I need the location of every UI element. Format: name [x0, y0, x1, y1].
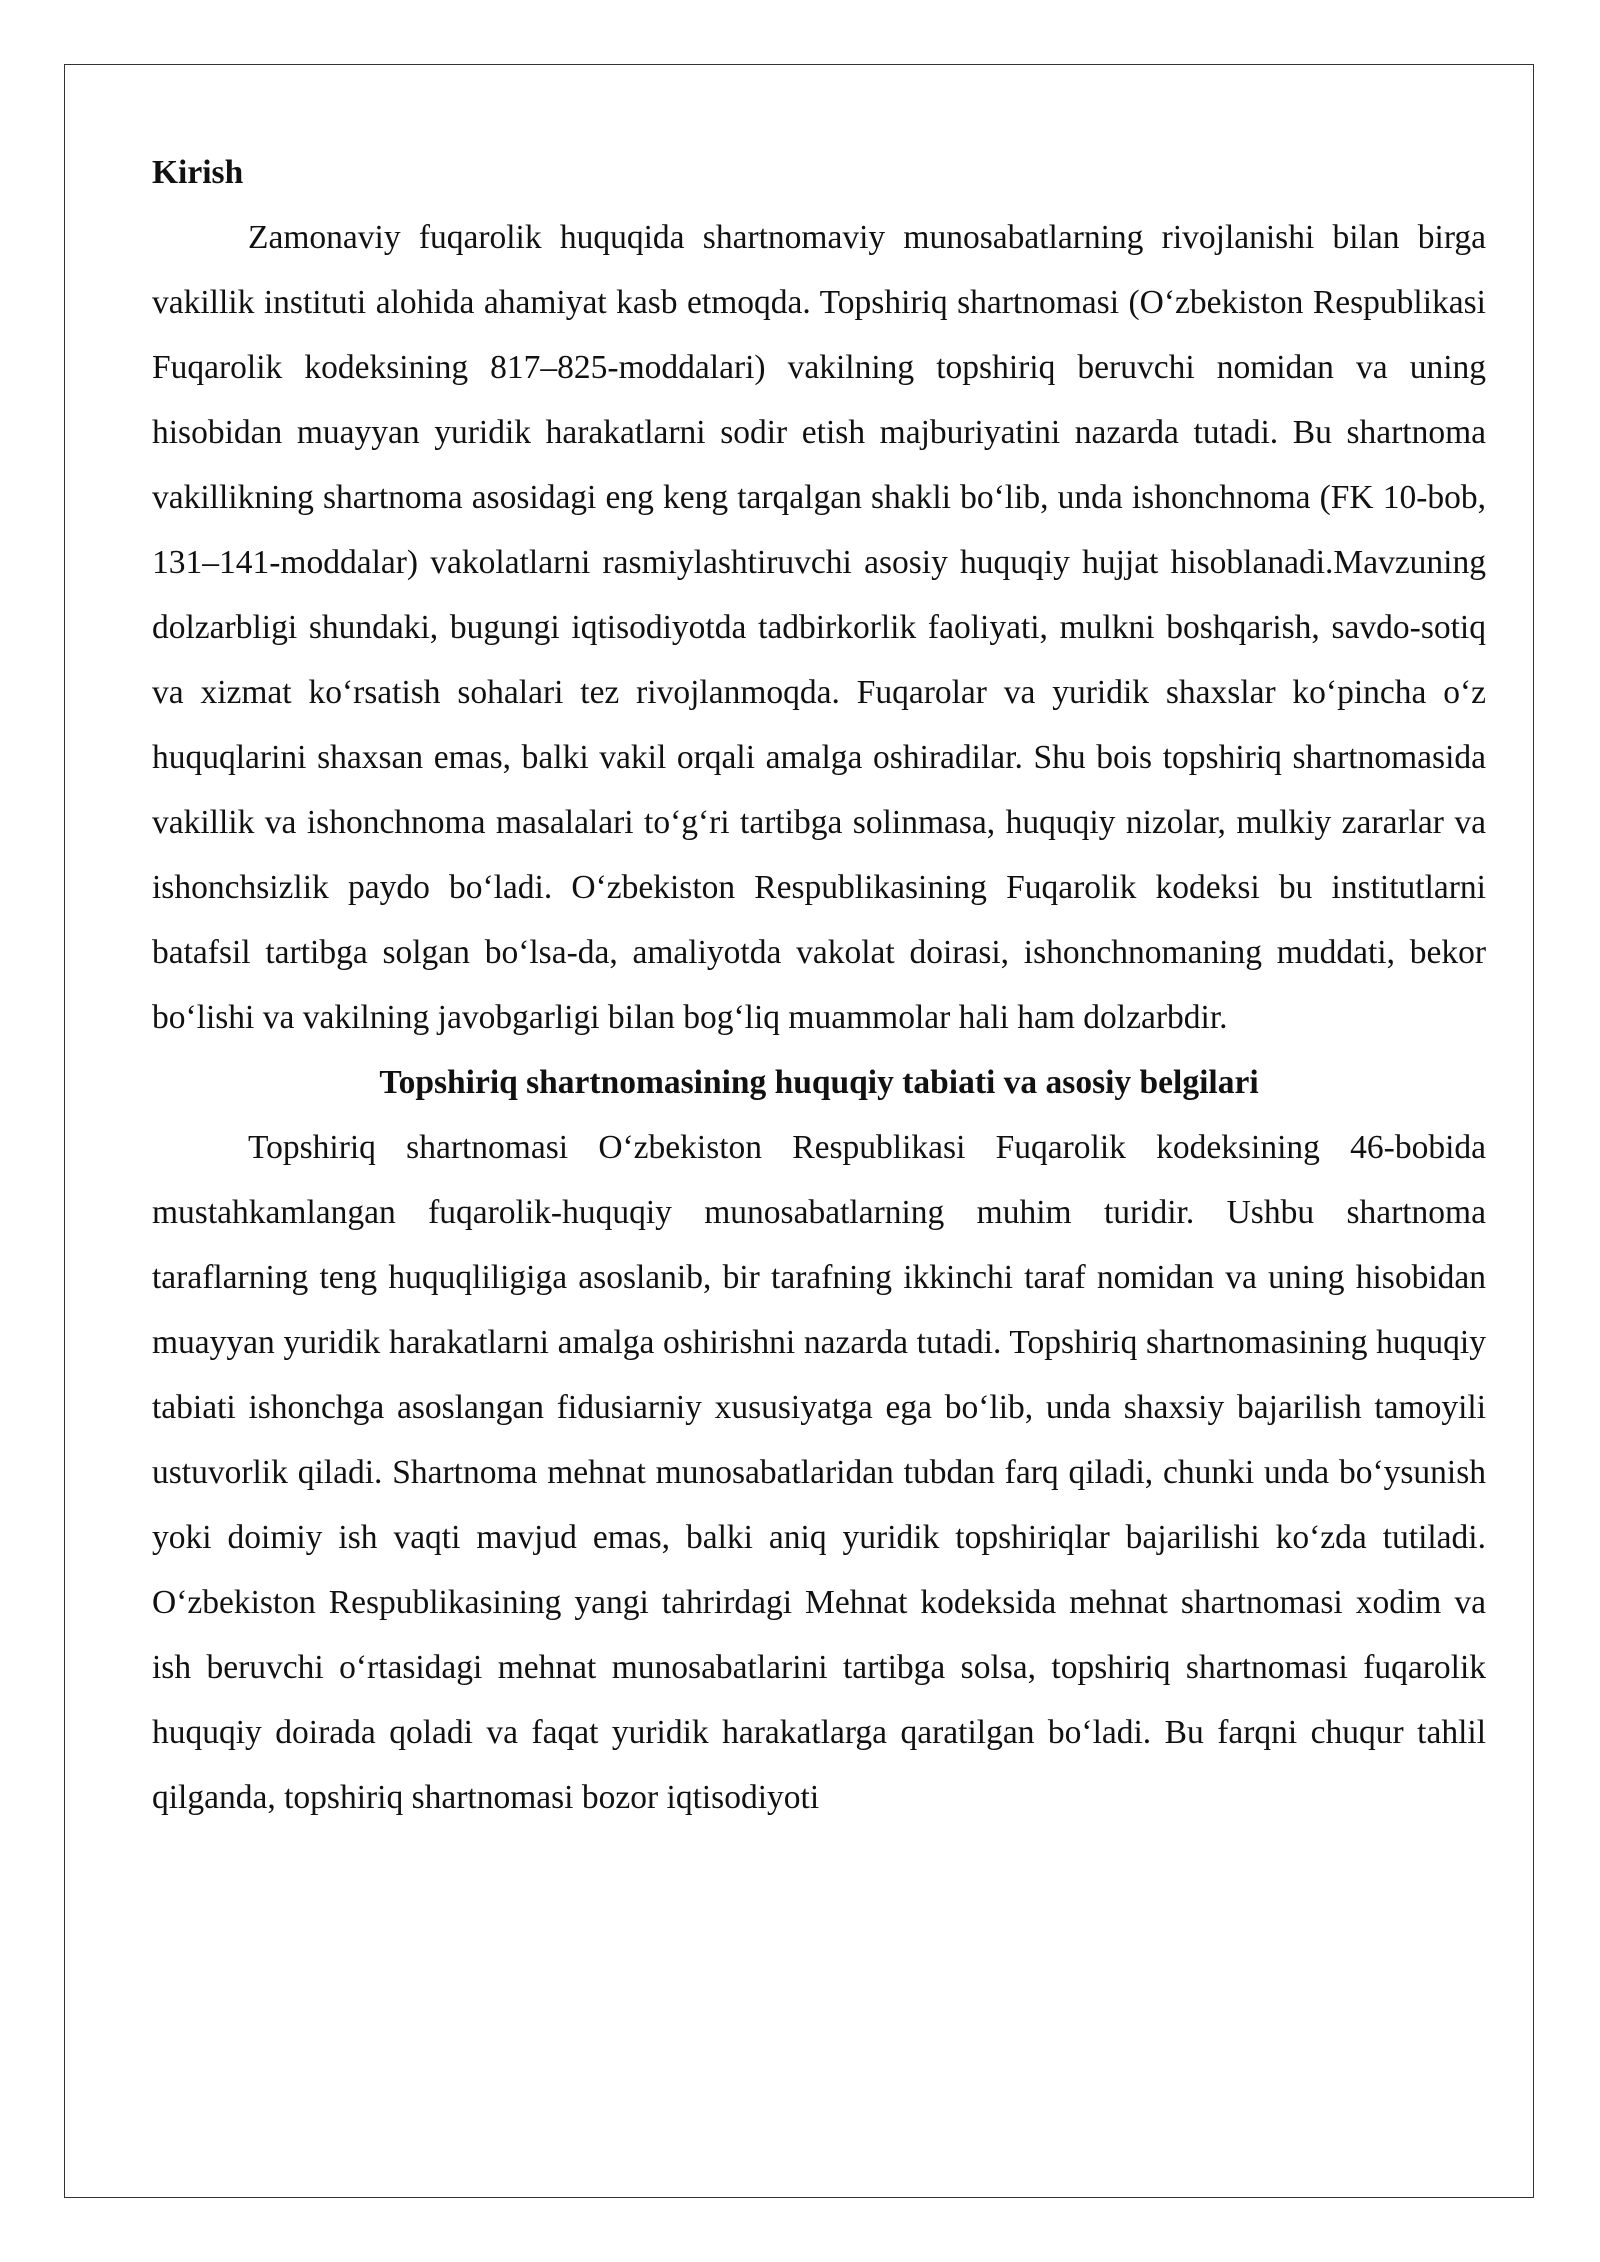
intro-heading: Kirish	[152, 154, 244, 191]
intro-paragraph: Zamonaviy fuqarolik huquqida shartnomaviy munosabatlarning rivojlanishi bilan birga vakillik instituti alohida ahamiyat kasb etmoqda. Topshiriq shartnomasi (O‘zbekiston Respublikasi Fuqarolik kodeksining 817–825-moddalari) vakilning topshiriq beruvchi nomidan va uning hisobidan muayyan yuridik harakatlarni sodir etish majburiyatini nazarda tutadi. Bu shartnoma vakillikning shartnoma asosidagi eng keng tarqalgan shakli bo‘lib, unda ishonchnoma (FK 10-bob, 131–141-moddalar) vakolatlarni rasmiylashtiruvchi asosiy huquqiy hujjat hisoblanadi.Mavzuning dolzarbligi shundaki, bugungi iqtisodiyotda tadbirkorlik faoliyati, mulkni boshqarish, savdo-sotiq va xizmat ko‘rsatish sohalari tez rivojlanmoqda. Fuqarolar va yuridik shaxslar ko‘pincha o‘z huquqlarini shaxsan emas, balki vakil orqali amalga oshiradilar. Shu bois topshiriq shartnomasida vakillik va ishonchnoma masalalari to‘g‘ri tartibga solinmasa, huquqiy nizolar, mulkiy zararlar va ishonchsizlik paydo bo‘ladi. O‘zbekiston Respublikasining Fuqarolik kodeksi bu institutlarni batafsil tartibga solgan bo‘lsa-da, amaliyotda vakolat doirasi, ishonchnomaning muddati, bekor bo‘lishi va vakilning javobgarligi bilan bog‘liq muammolar hali ham dolzarbdir.	[152, 219, 1486, 1036]
section-heading: Topshiriq shartnomasining huquqiy tabiati va asosiy belgilari	[379, 1064, 1259, 1101]
document-body	[152, 140, 1486, 1830]
section-paragraph: Topshiriq shartnomasi O‘zbekiston Respublikasi Fuqarolik kodeksining 46-bobida mustahkamlangan fuqarolik-huquqiy munosabatlarning muhim turidir. Ushbu shartnoma taraflarning teng huquqliligiga asoslanib, bir tarafning ikkinchi taraf nomidan va uning hisobidan muayyan yuridik harakatlarni amalga oshirishni nazarda tutadi. Topshiriq shartnomasining huquqiy tabiati ishonchga asoslangan fidusiarniy xususiyatga ega bo‘lib, unda shaxsiy bajarilish tamoyili ustuvorlik qiladi. Shartnoma mehnat munosabatlaridan tubdan farq qiladi, chunki unda bo‘ysunish yoki doimiy ish vaqti mavjud emas, balki aniq yuridik topshiriqlar bajarilishi ko‘zda tutiladi. O‘zbekiston Respublikasining yangi tahrirdagi Mehnat kodeksida mehnat shartnomasi xodim va ish beruvchi o‘rtasidagi mehnat munosabatlarini tartibga solsa, topshiriq shartnomasi fuqarolik huquqiy doirada qoladi va faqat yuridik harakatlarga qaratilgan bo‘ladi. Bu farqni chuqur tahlil qilganda, topshiriq shartnomasi bozor iqtisodiyoti	[152, 1129, 1486, 1816]
